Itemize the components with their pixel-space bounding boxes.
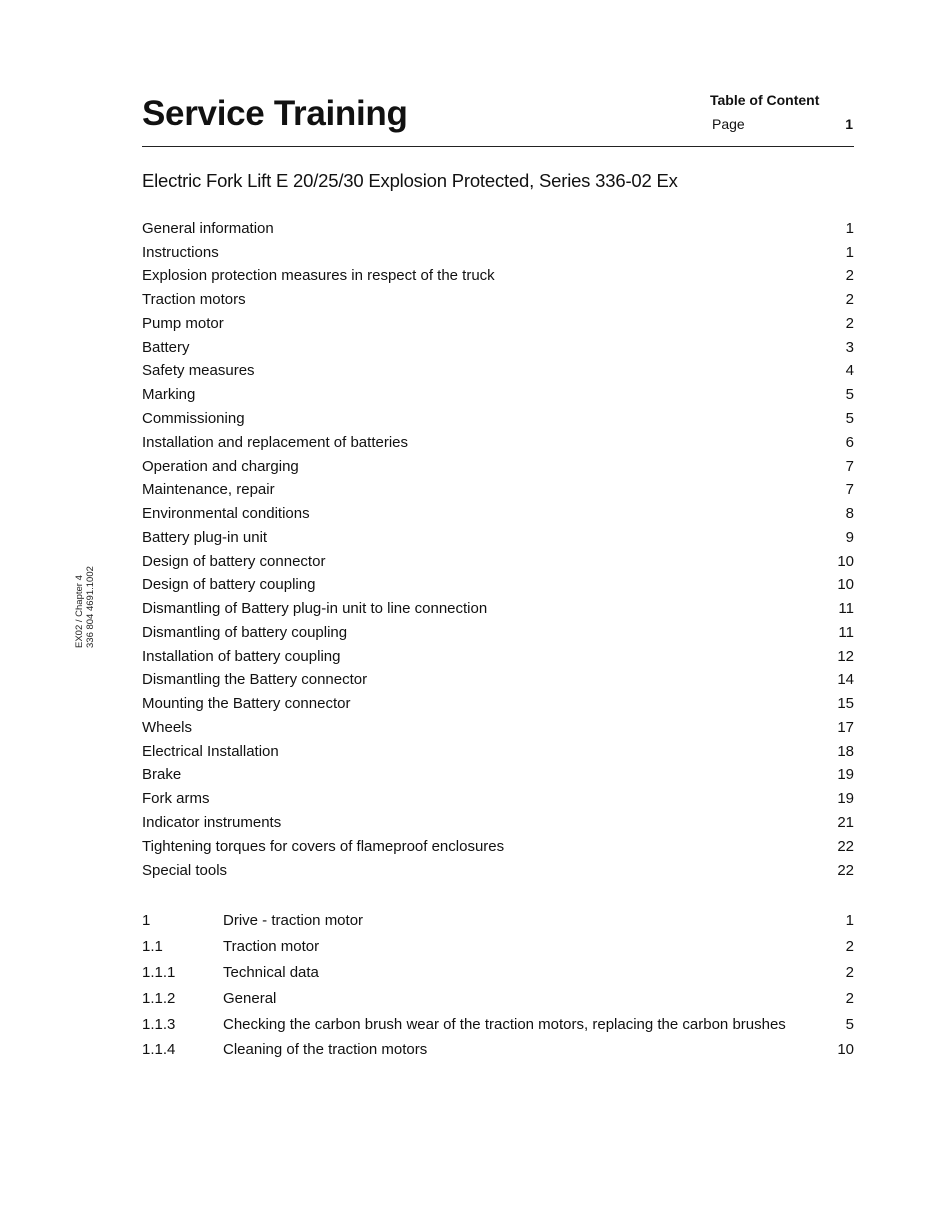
toc-entry-page: 5 (845, 410, 854, 427)
toc-entry-page: 1 (845, 243, 854, 261)
section-page: 2 (845, 989, 854, 1007)
toc-entry-title: Maintenance, repair (142, 481, 275, 499)
toc-entry[interactable] (142, 645, 854, 669)
toc-entry-page: 8 (845, 505, 854, 523)
side-code-line-2: 336 804 4691.1002 (85, 566, 96, 648)
toc-entry-page: 2 (845, 291, 854, 309)
toc-entry-title: Explosion protection measures in respect of the truck (142, 267, 495, 285)
toc-entry-page: 7 (845, 457, 854, 475)
toc-entry-page: 6 (845, 433, 854, 451)
table-of-contents (142, 217, 854, 882)
page-number: 1 (845, 116, 853, 132)
section-title: Checking the carbon brush wear of the traction motors, replacing the carbon brushes (223, 1015, 786, 1033)
toc-entry[interactable] (142, 621, 854, 645)
toc-entry[interactable] (142, 740, 854, 764)
toc-entry[interactable] (142, 716, 854, 740)
toc-entry[interactable] (142, 407, 854, 431)
toc-entry-page: 18 (837, 742, 854, 760)
toc-entry-title: Environmental conditions (142, 505, 310, 523)
toc-entry-title: Special tools (142, 861, 228, 879)
toc-entry-page: 2 (845, 267, 854, 285)
toc-entry-page: 22 (837, 837, 854, 855)
toc-entry[interactable] (142, 573, 854, 597)
toc-entry[interactable] (142, 597, 854, 621)
toc-entry-title: Instructions (142, 243, 219, 261)
toc-entry[interactable] (142, 383, 854, 407)
toc-entry-page: 10 (837, 576, 854, 594)
toc-entry[interactable] (142, 241, 854, 265)
toc-entry[interactable] (142, 478, 854, 502)
section-entry[interactable] (142, 1037, 854, 1063)
toc-entry-page: 9 (845, 528, 854, 546)
toc-entry-title: Operation and charging (142, 457, 299, 475)
section-number: 1 (142, 911, 151, 929)
toc-entry-title: Dismantling the Battery connector (142, 671, 368, 689)
toc-entry-title: Dismantling of Battery plug-in unit to line connection (142, 600, 488, 618)
section-page: 2 (845, 963, 854, 981)
toc-entry-title: Dismantling of battery coupling (142, 623, 348, 641)
section-number: 1.1.4 (142, 1041, 176, 1059)
toc-entry-page: 3 (845, 338, 854, 356)
toc-entry-title: Indicator instruments (142, 814, 282, 832)
toc-entry-title: Fork arms (142, 790, 210, 808)
toc-entry[interactable] (142, 669, 854, 693)
toc-entry-page: 14 (837, 671, 854, 689)
toc-entry-page: 4 (845, 362, 854, 380)
toc-entry-title: Brake (142, 766, 182, 784)
document-subtitle: Electric Fork Lift E 20/25/30 Explosion Protected, Series 336-02 Ex (142, 170, 678, 191)
toc-entry-title: Tightening torques for covers of flameproof enclosures (142, 837, 505, 855)
toc-entry-page: 21 (837, 814, 854, 832)
toc-entry-title: Safety measures (142, 362, 255, 380)
toc-entry-title: General information (142, 219, 274, 237)
section-number: 1.1 (142, 937, 163, 955)
toc-entry[interactable] (142, 764, 854, 788)
toc-entry[interactable] (142, 288, 854, 312)
toc-entry[interactable] (142, 336, 854, 360)
side-code-line-1: EX02 / Chapter 4 (74, 575, 85, 648)
toc-entry-title: Traction motors (142, 291, 246, 309)
toc-entry[interactable] (142, 265, 854, 289)
toc-entry[interactable] (142, 431, 854, 455)
toc-entry[interactable] (142, 859, 854, 883)
toc-entry-title: Wheels (142, 718, 193, 736)
toc-entry-page: 22 (837, 861, 854, 879)
section-entry[interactable] (142, 1012, 854, 1038)
toc-entry-page: 12 (837, 647, 854, 665)
section-page: 5 (845, 1015, 854, 1033)
toc-entry-page: 5 (845, 386, 854, 404)
section-page: 1 (845, 911, 854, 929)
toc-entry[interactable] (142, 692, 854, 716)
toc-heading: Table of Content (710, 92, 820, 108)
toc-entry-title: Installation and replacement of batteries (142, 433, 408, 451)
toc-entry-title: Battery (142, 338, 190, 356)
section-entry[interactable] (142, 934, 854, 960)
toc-entry-title: Marking (142, 386, 196, 404)
toc-entry-title: Mounting the Battery connector (142, 695, 351, 713)
toc-entry[interactable] (142, 312, 854, 336)
section-contents (142, 908, 854, 1063)
section-page: 10 (837, 1041, 854, 1059)
toc-entry-page: 11 (838, 623, 854, 641)
header-divider (142, 146, 854, 147)
section-entry[interactable] (142, 960, 854, 986)
side-document-code (74, 566, 96, 648)
toc-entry-title: Electrical Installation (142, 742, 279, 760)
section-number: 1.1.2 (142, 989, 176, 1007)
toc-entry[interactable] (142, 811, 854, 835)
section-title: Cleaning of the traction motors (223, 1041, 428, 1059)
toc-entry-title: Pump motor (142, 314, 224, 332)
section-page: 2 (845, 937, 854, 955)
section-number: 1.1.1 (142, 963, 176, 981)
page-title: Service Training (142, 94, 408, 133)
toc-entry-page: 17 (837, 718, 854, 736)
toc-entry[interactable] (142, 550, 854, 574)
toc-entry-page: 2 (845, 314, 854, 332)
toc-entry[interactable] (142, 502, 854, 526)
toc-entry-title: Design of battery connector (142, 552, 326, 570)
toc-entry[interactable] (142, 787, 854, 811)
section-number: 1.1.3 (142, 1015, 176, 1033)
section-title: Drive - traction motor (223, 911, 364, 929)
section-title: Traction motor (223, 937, 320, 955)
toc-entry-page: 10 (837, 552, 854, 570)
toc-entry-page: 19 (837, 790, 854, 808)
section-entry[interactable] (142, 986, 854, 1012)
toc-entry-page: 15 (837, 695, 854, 713)
toc-entry[interactable] (142, 455, 854, 479)
toc-entry-title: Commissioning (142, 410, 245, 427)
toc-entry[interactable] (142, 360, 854, 384)
toc-entry-page: 19 (837, 766, 854, 784)
section-entry[interactable] (142, 908, 854, 934)
toc-entry[interactable] (142, 526, 854, 550)
toc-entry-title: Battery plug-in unit (142, 528, 268, 546)
page-label: Page (712, 116, 745, 132)
toc-entry[interactable] (142, 217, 854, 241)
toc-entry-page: 1 (845, 219, 854, 237)
section-title: General (223, 989, 277, 1007)
toc-entry[interactable] (142, 835, 854, 859)
section-title: Technical data (223, 963, 319, 981)
toc-entry-page: 11 (838, 600, 854, 618)
toc-entry-title: Installation of battery coupling (142, 647, 341, 665)
toc-entry-page: 7 (845, 481, 854, 499)
toc-entry-title: Design of battery coupling (142, 576, 316, 594)
